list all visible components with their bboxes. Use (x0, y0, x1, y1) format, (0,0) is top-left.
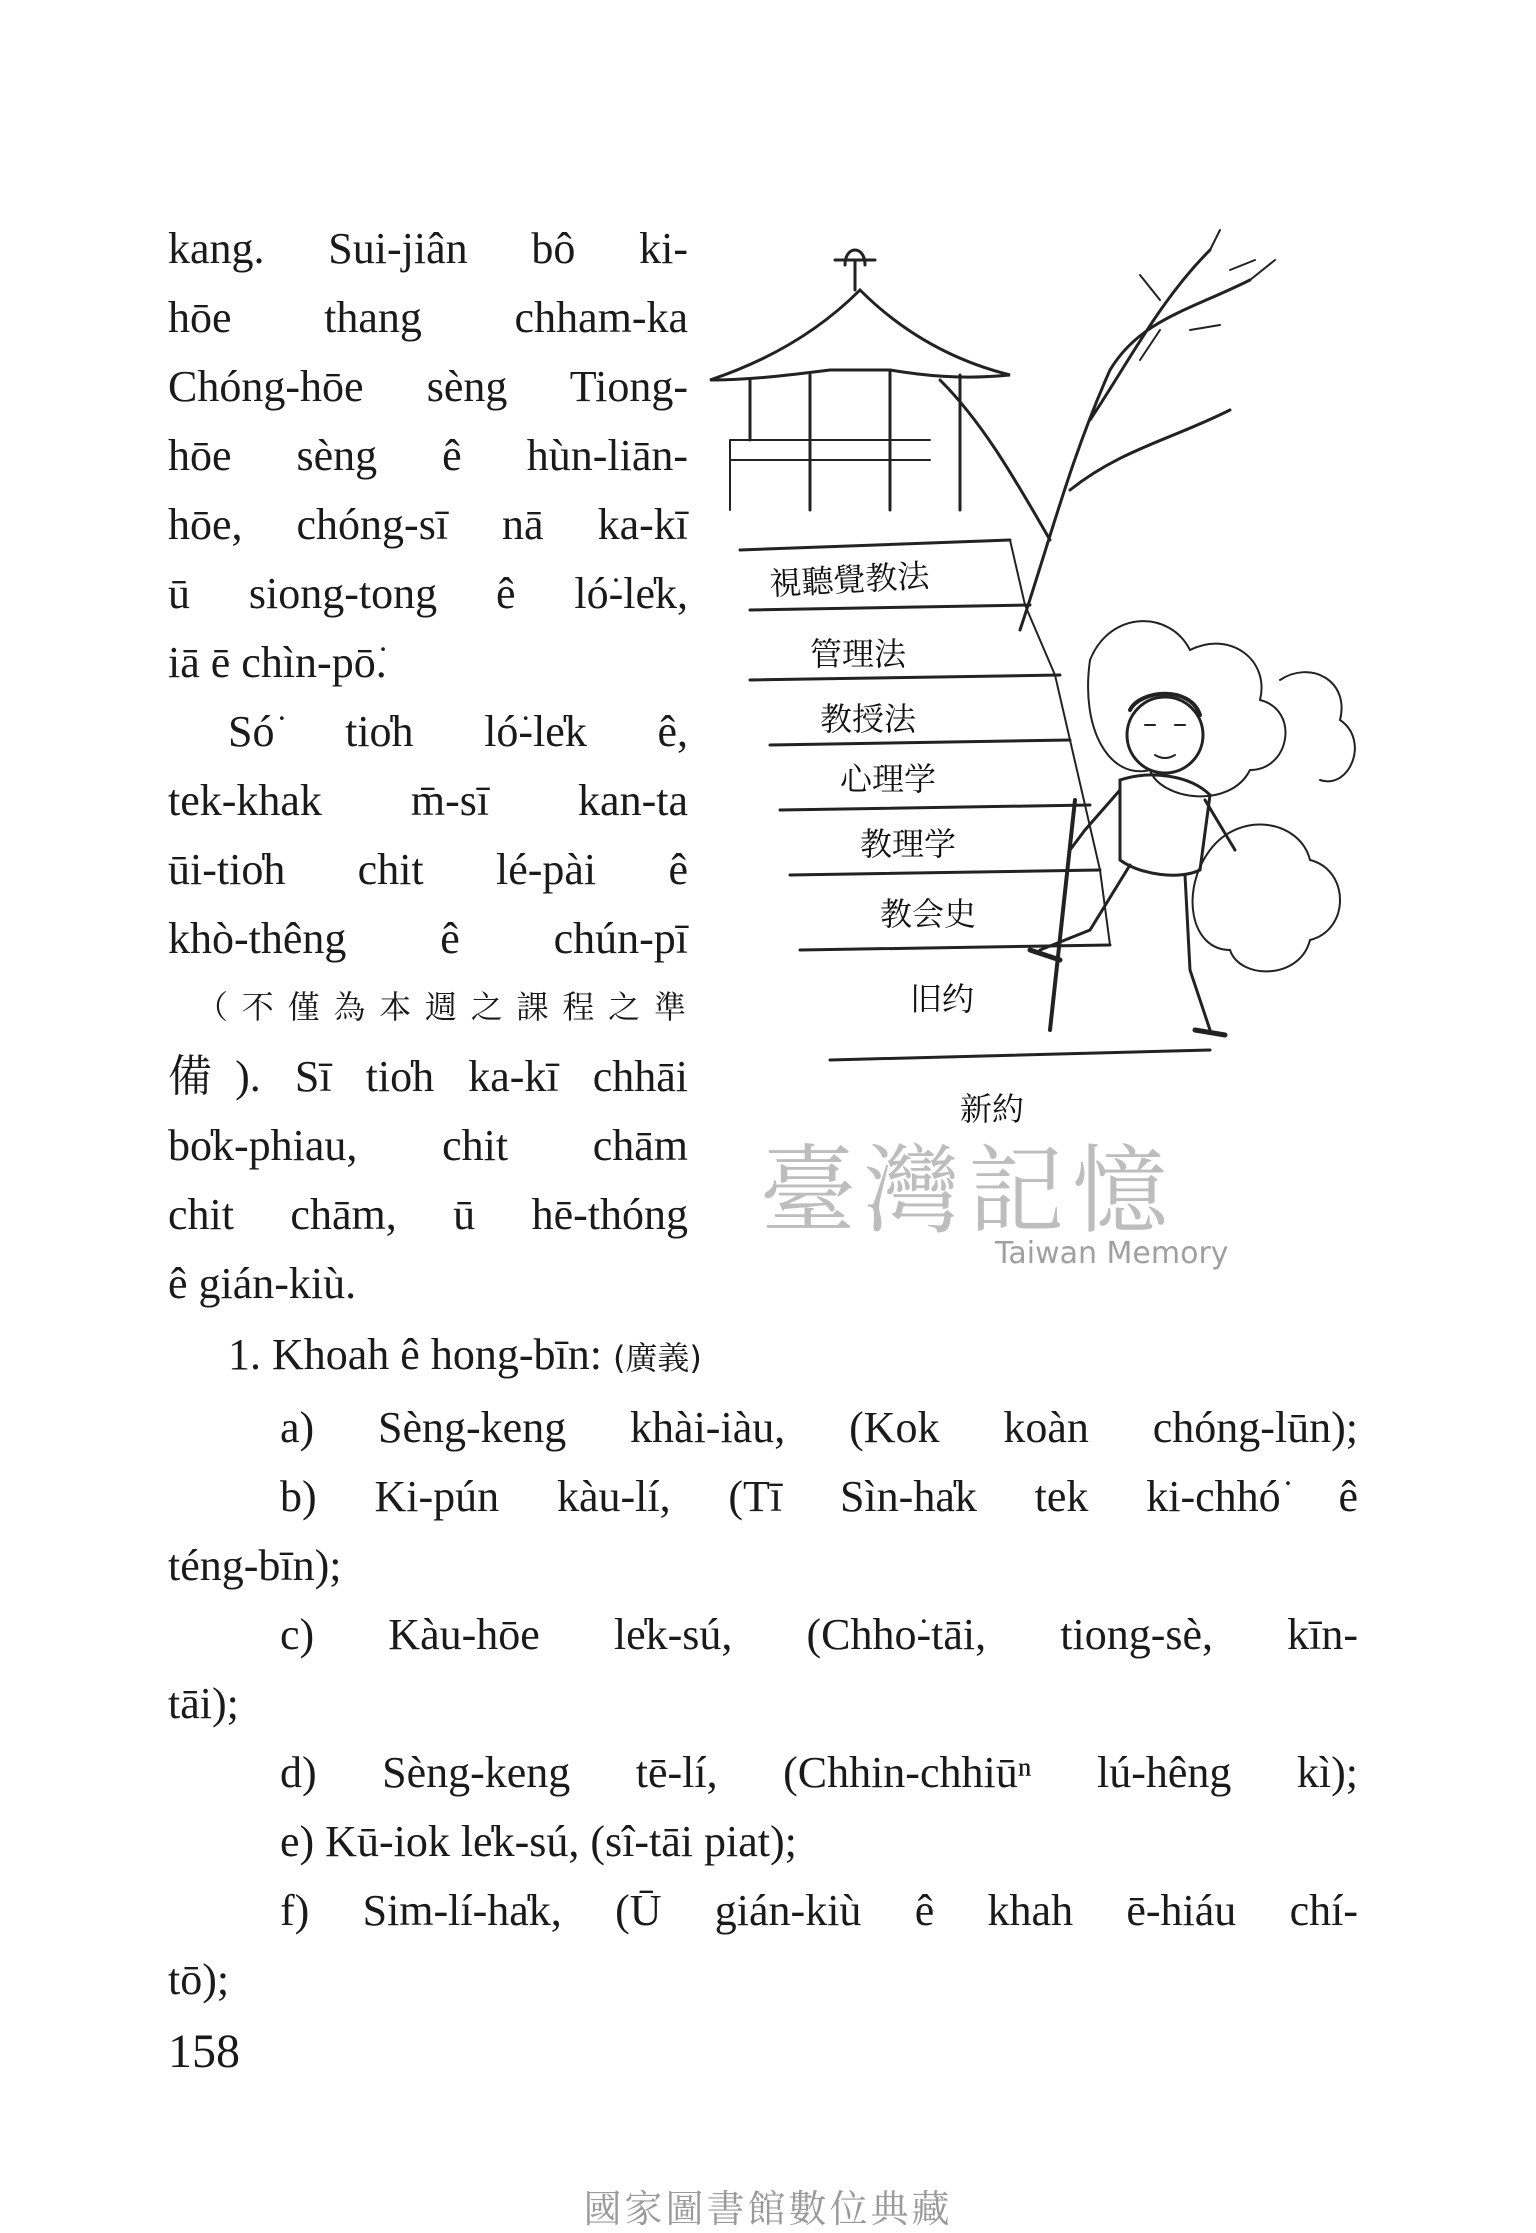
text-line: ê gián-kiù. (168, 1259, 357, 1308)
text-line: ūi-tio̍h chit lé-pài ê (168, 845, 688, 894)
step-label: 管理法 (810, 635, 907, 673)
watermark-logo-cn: 臺灣記憶 (760, 1135, 1176, 1247)
step-label: 教会史 (880, 895, 977, 933)
text-line: 備). Sī tio̍h ka-kī chhāi (168, 1052, 688, 1101)
list-item-continuation: téng-bīn); (168, 1541, 342, 1590)
text-line: chit chām, ū hē-thóng (168, 1190, 688, 1239)
subject-list (168, 1320, 1358, 2014)
list-item: f) Sim-lí-ha̍k, (Ū gián-kiù ê khah ē-hiáu chí- (280, 1886, 1358, 1935)
list-heading: 1. Khoah ê hong-bīn: (廣義) (228, 1330, 702, 1379)
list-item: c) Kàu-hōe le̍k-sú, (Chho͘-tāi, tiong-sè, kīn- (280, 1610, 1358, 1659)
list-heading-cjk: (廣義) (612, 1339, 702, 1377)
text-line-cjk: （不僅為本週之課程之準 (196, 988, 688, 1026)
text-line: iā ē chìn-pō͘. (168, 638, 387, 687)
text-line: kang. Sui-jiân bô ki- (168, 224, 688, 273)
text-line: Chóng-hōe sèng Tiong- (168, 362, 688, 411)
list-item: b) Ki-pún kàu-lí, (Tī Sìn-ha̍k tek ki-chhó͘ ê (280, 1472, 1358, 1521)
list-item: d) Sèng-keng tē-lí, (Chhin-chhiūⁿ lú-hêng kì); (280, 1748, 1358, 1797)
text-line: hōe thang chham-ka (168, 293, 688, 342)
list-item: a) Sèng-keng khài-iàu, (Kok koàn chóng-lūn); (280, 1403, 1358, 1452)
step-label: 視聽覺教法 (768, 556, 931, 603)
list-item-continuation: tō); (168, 1955, 230, 2004)
text-line: Só͘ tio̍h ló͘-le̍k ê, (228, 707, 688, 756)
left-text-column (168, 214, 688, 1318)
list-item: e) Kū-iok le̍k-sú, (sî-tāi piat); (280, 1817, 797, 1866)
step-label: 新約 (960, 1090, 1025, 1128)
watermark-logo-en: Taiwan Memory (995, 1236, 1229, 1271)
footer-watermark: 國家圖書館數位典藏 (583, 2187, 953, 2231)
text-line: tek-khak m̄-sī kan-ta (168, 776, 688, 825)
step-label: 心理学 (840, 760, 937, 798)
text-line: hōe, chóng-sī nā ka-kī (168, 500, 688, 549)
text-line: bo̍k-phiau, chit chām (168, 1121, 688, 1170)
text-line: ū siong-tong ê ló͘-le̍k, (168, 569, 688, 618)
step-label: 教理学 (860, 825, 957, 863)
list-item-continuation: tāi); (168, 1679, 239, 1728)
step-label: 教授法 (820, 700, 917, 738)
step-label: 旧约 (910, 980, 975, 1018)
text-line: khò-thêng ê chún-pī (168, 914, 688, 963)
text-line: hōe sèng ê hùn-liān- (168, 431, 688, 480)
stairs-illustration (690, 210, 1410, 1150)
page-number: 158 (168, 2025, 240, 2078)
